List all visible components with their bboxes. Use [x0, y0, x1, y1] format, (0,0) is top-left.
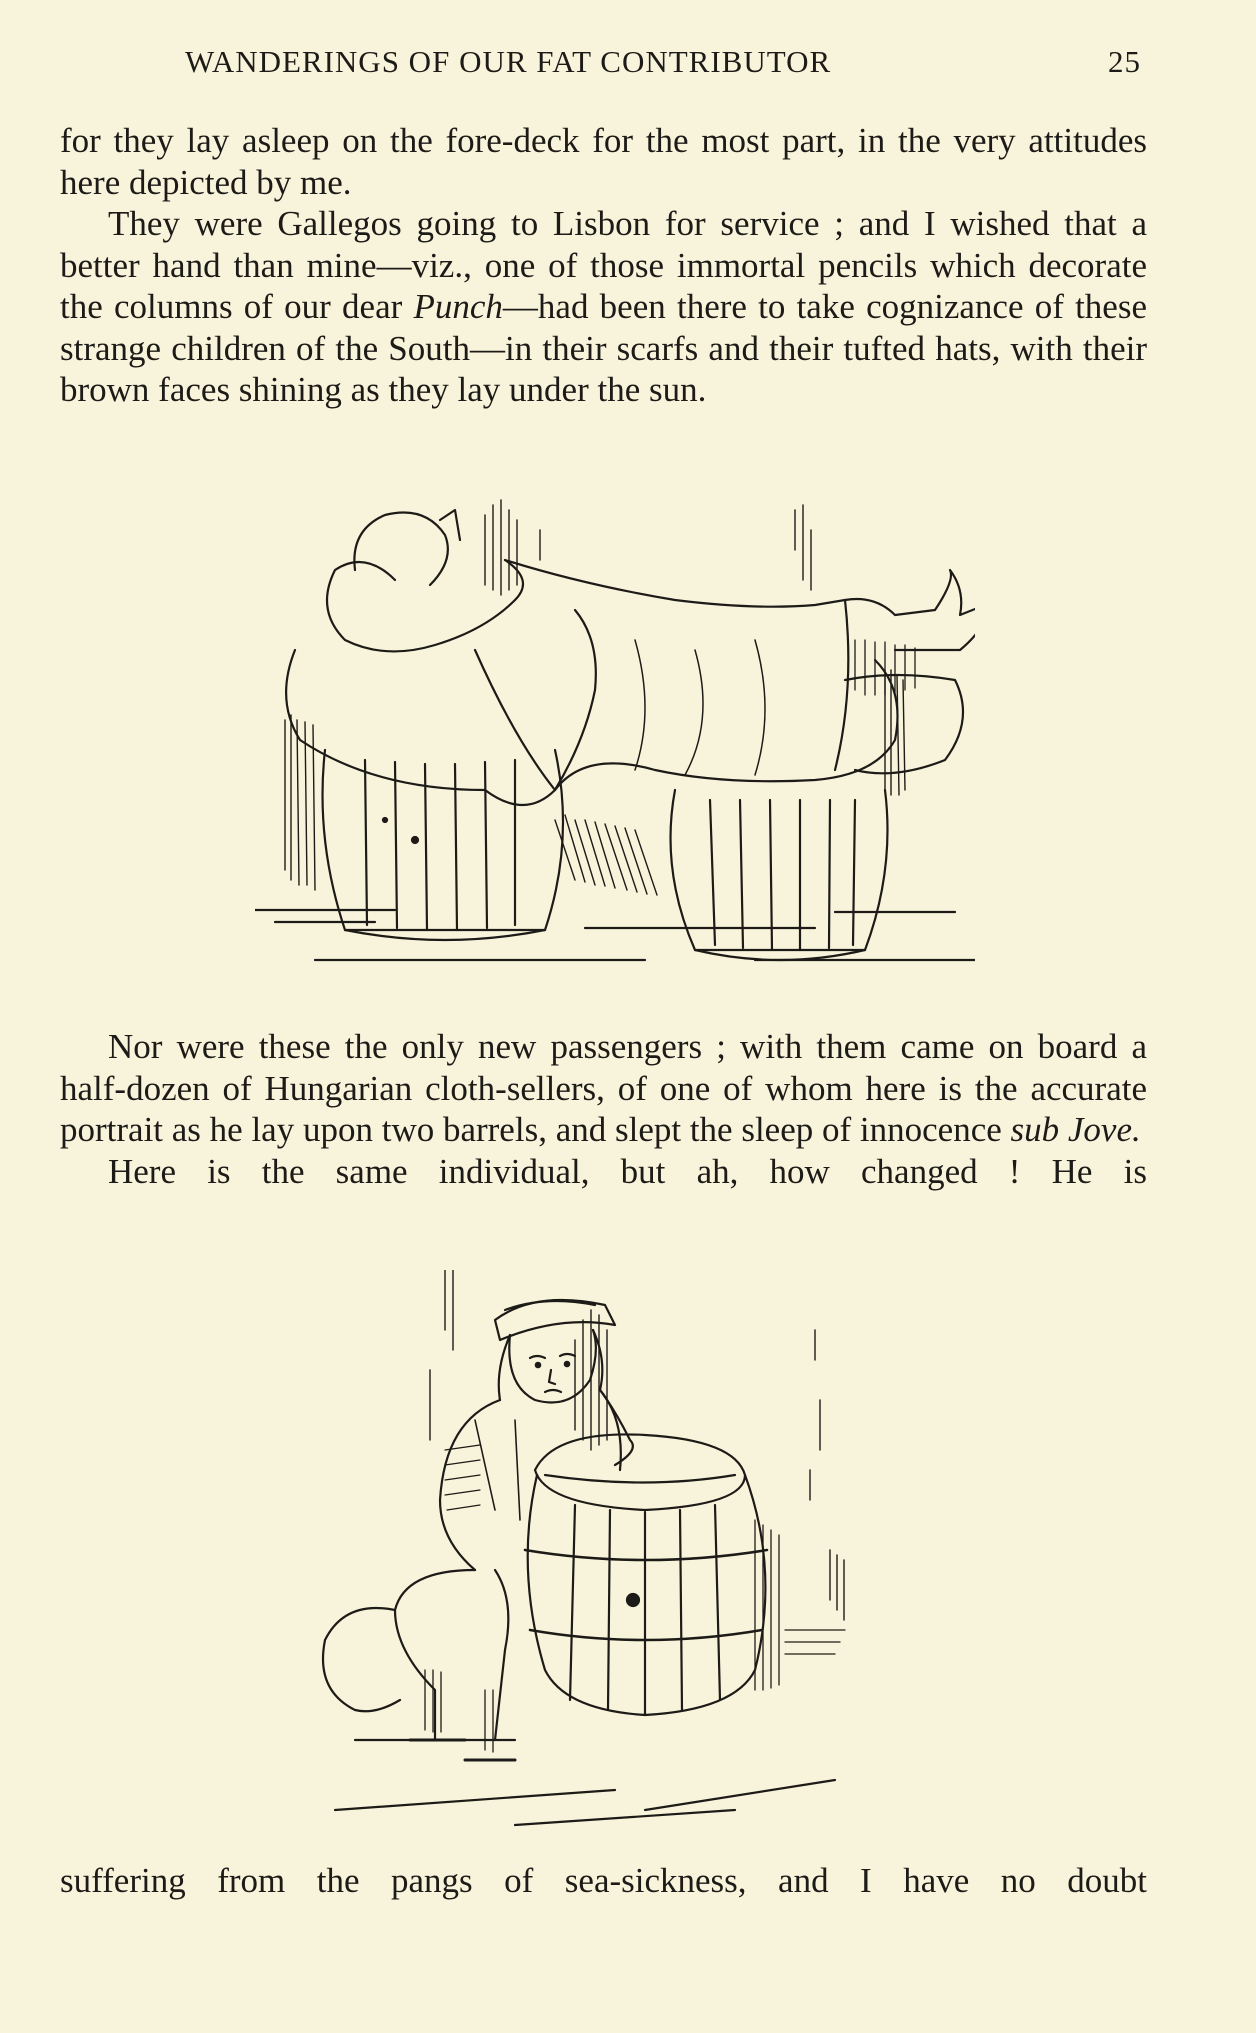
italic-phrase: sub Jove.: [1010, 1110, 1141, 1149]
paragraph: Here is the same individual, but ah, how changed ! He is: [108, 1151, 1147, 1191]
paragraph: [60, 1026, 1147, 1151]
text-block-middle: [60, 1026, 1147, 1192]
paragraph-text: Nor were these the only new passengers ; with them came on board a half-dozen of Hungarian cloth-sellers, of one of whom here is the accurate portrait as he lay upon two barrels, and slept the sleep of innocence: [60, 1027, 1147, 1149]
paragraph-text: They were Gallegos going to Lisbon for service ; and I wished that a better hand than mine—viz., one of those immortal pencils which decorate the columns of our dear: [60, 204, 1147, 326]
paragraph: for they lay asleep on the fore-deck for the most part, in the very attitudes here depicted by me.: [60, 121, 1147, 202]
illustration-sleeper-on-barrels: [255, 490, 975, 980]
running-header: [0, 44, 1256, 84]
illustration-seasick-man-with-barrel: [315, 1270, 895, 1830]
page-number: 25: [1108, 44, 1141, 79]
paragraph: [60, 203, 1147, 411]
text-block-bottom: [60, 1860, 1147, 1902]
italic-title: Punch: [413, 287, 503, 326]
paragraph: suffering from the pangs of sea-sickness, and I have no doubt: [60, 1861, 1147, 1900]
text-block-top: [60, 120, 1147, 411]
running-title: WANDERINGS OF OUR FAT CONTRIBUTOR: [185, 44, 832, 79]
paragraph-text: —had been there to take cognizance of these strange children of the South—in their scarfs and their tufted hats, with their brown faces shining as they lay under the sun.: [60, 287, 1147, 409]
